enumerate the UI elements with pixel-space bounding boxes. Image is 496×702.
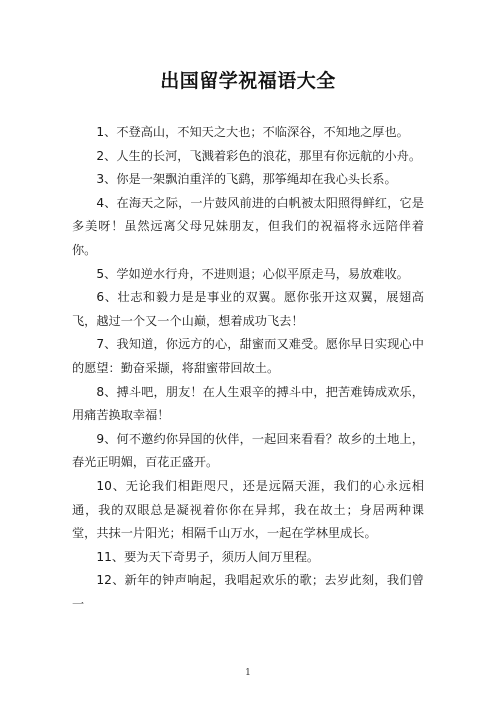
paragraph-4: 4、在海天之际，一片鼓风前进的白帆被太阳照得鲜红，它是多美呀！虽然远离父母兄妹朋友，但我们的祝福将永远陪伴着你。	[72, 195, 424, 257]
paragraph-12: 12、新年的钟声响起，我唱起欢乐的歌；去岁此刻，我们曾一	[72, 573, 424, 611]
document-body	[72, 121, 424, 616]
paragraph-11: 11、要为天下奇男子，须历人间万里程。	[96, 549, 320, 564]
paragraph-1: 1、不登高山，不知天之大也；不临深谷，不知地之厚也。	[96, 125, 409, 139]
paragraph-10: 10、无论我们相距咫尺，还是远隔天涯，我们的心永远相通，我的双眼总是凝视着你你在异邦，我在故土；身居两种课堂，共抹一片阳光；相隔千山万水，一起在学林里成长。	[72, 478, 424, 541]
paragraph-6: 6、壮志和毅力是是事业的双翼。愿你张开这双翼，展翅高飞，越过一个又一个山巅，想着成功飞去！	[72, 290, 424, 328]
page-number: 1	[245, 668, 251, 678]
paragraph-5: 5、学如逆水行舟，不进则退；心似平原走马，易放难收。	[96, 266, 409, 281]
document-title: 出国留学祝福语大全	[160, 70, 336, 92]
paragraph-7: 7、我知道，你远方的心，甜蜜而又难受。愿你早日实现心中的愿望：勤奋采撷，将甜蜜带回故土。	[72, 337, 424, 375]
paragraph-9: 9、何不邀约你异国的伙伴，一起回来看看？故乡的土地上，春光正明媚，百花正盛开。	[72, 431, 424, 470]
paragraph-2: 2、人生的长河，飞溅着彩色的浪花，那里有你远航的小舟。	[96, 148, 422, 163]
paragraph-3: 3、你是一架飘泊重洋的飞鹞，那筝绳却在我心头长系。	[96, 172, 397, 187]
paragraph-8: 8、搏斗吧，朋友！在人生艰辛的搏斗中，把苦难铸成欢乐，用痛苦换取幸福！	[72, 384, 424, 423]
